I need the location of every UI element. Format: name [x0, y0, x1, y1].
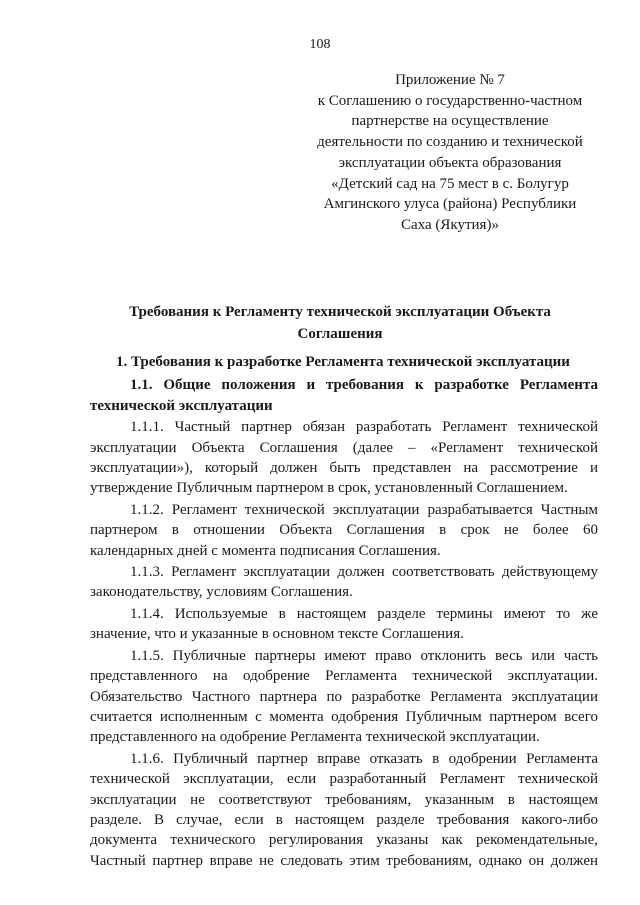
document-title [90, 301, 590, 345]
paragraph-line: эксплуатации Объекта Соглашения (далее – «Регламент технической [90, 439, 598, 456]
appendix-line: Амгинского улуса (района) Республики [323, 196, 577, 213]
paragraph-line: Обязательство Частного партнера по разработке Регламента эксплуатации [90, 688, 598, 705]
appendix-line: Приложение № 7 [395, 72, 505, 88]
paragraph-1-1-3 [90, 562, 598, 603]
paragraph-line: 1.1.6. Публичный партнер вправе отказать в одобрении Регламента [130, 750, 598, 767]
paragraph-line: документа технического регулирования указаны как рекомендательные, [90, 832, 598, 849]
paragraph-line: календарных дней с момента подписания Соглашения. [90, 542, 441, 559]
paragraph-line: 1.1.2. Регламент технической эксплуатации разрабатывается Частным [130, 501, 598, 518]
paragraph-1-1-1 [90, 417, 598, 499]
paragraph-line: 1.1. Общие положения и требования к разработке Регламента [130, 377, 598, 394]
paragraph-line: Частный партнер вправе не следовать этим требованиям, однако он должен [90, 852, 598, 869]
paragraph-line: технической эксплуатации [90, 397, 273, 414]
document-title-line: Требования к Регламенту технической эксплуатации Объекта [129, 304, 551, 320]
paragraph-line: 1.1.3. Регламент эксплуатации должен соответствовать действующему [130, 564, 598, 581]
paragraph-1-1-5 [90, 646, 598, 748]
paragraph-line: законодательству, условиям Соглашения. [90, 584, 353, 601]
paragraph-line: партнером в отношении Объекта Соглашения в срок не более 60 [90, 522, 598, 539]
paragraph-line: представленного на одобрение Регламента технической эксплуатации. [90, 668, 598, 685]
paragraph-line: технической эксплуатации, если разработанный Регламент технической [90, 771, 598, 788]
paragraph-line: эксплуатации не соответствуют требованиям, указанным в настоящем [90, 791, 598, 808]
paragraph-1-1-6 [90, 749, 598, 871]
section-heading: 1. Требования к разработке Регламента технической эксплуатации [116, 354, 570, 370]
appendix-line: партнерстве на осуществление [351, 113, 549, 130]
paragraph-line: значение, что и указанные в основном тексте Соглашения. [90, 626, 464, 643]
appendix-line: эксплуатации объекта образования [338, 154, 562, 171]
paragraph-line: 1.1.5. Публичные партнеры имеют право отклонить весь или часть [130, 647, 598, 664]
paragraph-line: представленного на одобрение Регламента технической эксплуатации. [90, 729, 540, 746]
appendix-line: Саха (Якутия)» [401, 216, 499, 233]
appendix-line: деятельности по созданию и технической [317, 134, 583, 151]
paragraph-line: разделе. В случае, если в настоящем разделе требования какого-либо [90, 811, 598, 828]
document-title-line: Соглашения [297, 326, 383, 342]
appendix-line: к Соглашению о государственно-частном [317, 92, 583, 109]
paragraph-line: 1.1.4. Используемые в настоящем разделе термины имеют то же [130, 605, 598, 622]
paragraph-line: 1.1.1. Частный партнер обязан разработать Регламент технической [130, 419, 598, 436]
paragraph-1-1-2 [90, 500, 598, 561]
paragraph-line: считается исполненным с момента одобрения Публичным партнером всего [90, 708, 598, 725]
paragraph-line: эксплуатации»), который должен быть представлен на рассмотрение и [90, 460, 598, 477]
paragraph-line: утверждение Публичным партнером в срок, установленный Соглашением. [90, 480, 568, 497]
appendix-header [300, 70, 600, 236]
subsection-heading [90, 375, 598, 416]
page-number: 108 [309, 37, 331, 52]
paragraph-1-1-4 [90, 604, 598, 645]
document-body [90, 352, 598, 872]
appendix-line: «Детский сад на 75 мест в с. Болугур [331, 175, 569, 192]
